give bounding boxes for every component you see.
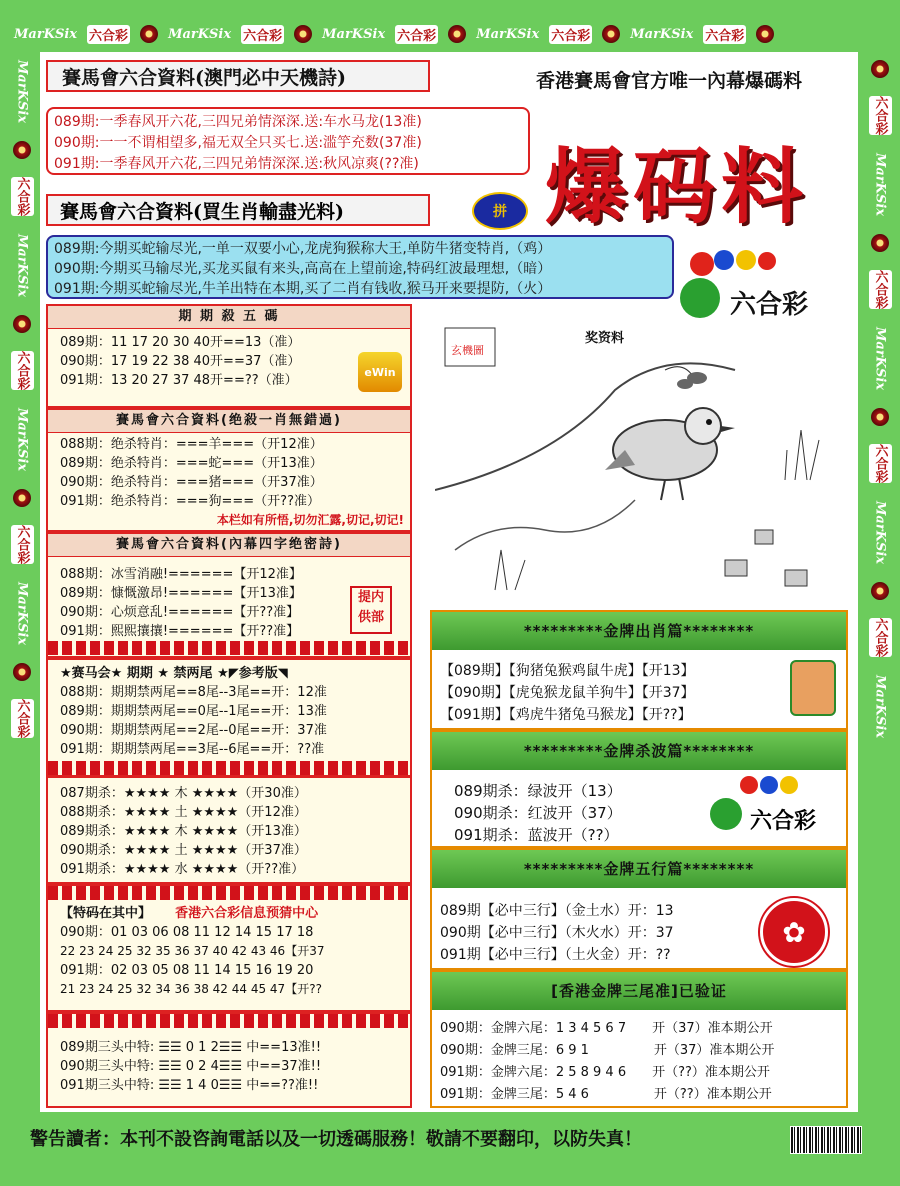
marksix-label: MarKSix bbox=[872, 327, 888, 391]
decor-strip bbox=[48, 761, 410, 775]
blue-ball-icon bbox=[760, 776, 778, 794]
flower-icon bbox=[871, 582, 889, 600]
marksix-label: MarKSix bbox=[322, 26, 386, 42]
hk-emblem-icon: ✿ bbox=[760, 898, 828, 966]
marksix-label: MarKSix bbox=[14, 60, 30, 124]
lhc-logo-text: 六合彩 bbox=[730, 290, 809, 320]
element-row: 087期杀：★★★★ 木 ★★★★（开30准） bbox=[60, 786, 307, 801]
barcode bbox=[790, 1126, 862, 1154]
gold-zodiac-row: 【091期】【鸡虎牛猪兔马猴龙】【开??】 bbox=[440, 707, 692, 723]
four-word-row: 088期：冰雪消融!======【开12准】 bbox=[60, 567, 302, 582]
lhc-label: 六合彩 bbox=[549, 25, 592, 44]
marksix-label: MarKSix bbox=[14, 26, 78, 42]
four-word-row: 089期：慷慨激昂!======【开13准】 bbox=[60, 586, 302, 601]
gold-zodiac-row: 【089期】【狗猪兔猴鸡鼠牛虎】【开13】 bbox=[440, 663, 695, 679]
gold-wave-row: 091期杀：蓝波开（??） bbox=[454, 826, 619, 844]
blue-ball-icon bbox=[714, 250, 734, 270]
three-head-row: 089期三头中特: ☰☰ 0 1 2☰☰ 中==13准!! bbox=[60, 1040, 322, 1055]
decor-strip bbox=[48, 1014, 410, 1028]
four-word-row: 090期：心烦意乱!======【开??准】 bbox=[60, 605, 300, 620]
yellow-ball-icon bbox=[736, 250, 756, 270]
tail-row: 090期：期期禁两尾==2尾--0尾==开：37准 bbox=[60, 723, 327, 738]
flower-icon bbox=[756, 25, 774, 43]
lhc-label: 六合彩 bbox=[703, 25, 746, 44]
big-title: 爆码料 bbox=[545, 139, 810, 235]
gold-wave-panel bbox=[430, 730, 848, 848]
left-border bbox=[8, 60, 36, 1140]
three-head-row: 091期三头中特: ☰☰ 1 4 0☰☰ 中==??准!! bbox=[60, 1078, 319, 1093]
four-word-row: 091期：熙熙攘攘!======【开??准】 bbox=[60, 624, 300, 639]
marksix-label: MarKSix bbox=[630, 26, 694, 42]
four-word-title: 賽馬會六合資料(內幕四字绝密詩) bbox=[48, 534, 410, 557]
title-zodiac: 賽馬會六合資料(買生肖輸盡光料) bbox=[46, 194, 430, 226]
kill-zodiac-row: 091期：绝杀特肖：===狗===（开??准） bbox=[60, 494, 320, 509]
illus-label: 奖资料 bbox=[585, 331, 625, 346]
lhc-label: 六合彩 bbox=[395, 25, 438, 44]
top-border bbox=[0, 20, 900, 48]
kill-zodiac-panel bbox=[46, 408, 412, 532]
gold-zodiac-title: *********金牌出肖篇******** bbox=[432, 612, 846, 650]
kill-zodiac-note: 本栏如有所悟,切勿汇露,切记,切记! bbox=[216, 513, 404, 527]
kill-zodiac-row: 089期：绝杀特肖：===蛇===（开13准） bbox=[60, 456, 323, 471]
gold-tail-panel bbox=[430, 970, 848, 1108]
lhc-label: 六合彩 bbox=[869, 444, 892, 483]
flower-icon bbox=[13, 141, 31, 159]
green-ball-icon bbox=[680, 278, 720, 318]
element-row: 088期杀：★★★★ 土 ★★★★（开12准） bbox=[60, 805, 307, 820]
flower-icon bbox=[13, 489, 31, 507]
jockey-logo-icon: 拼 bbox=[472, 192, 528, 230]
kill-five-title: 期 期 殺 五 碼 bbox=[48, 306, 410, 329]
element-row: 089期杀：★★★★ 木 ★★★★（开13准） bbox=[60, 824, 307, 839]
kill-five-row: 090期：17 19 22 38 40开==37（准） bbox=[60, 354, 301, 369]
lhc-label: 六合彩 bbox=[11, 177, 34, 216]
gold-wave-row: 089期杀：绿波开（13） bbox=[454, 782, 622, 800]
marksix-label: MarKSix bbox=[872, 153, 888, 217]
gold-tail-row: 091期：金牌三尾：5 4 6 开（??）准本期公开 bbox=[440, 1087, 772, 1102]
kill-five-row: 089期：11 17 20 30 40开==13（准） bbox=[60, 335, 301, 350]
special-row: 091期：02 03 05 08 11 14 15 16 19 20 bbox=[60, 963, 314, 978]
poem-line: 089期:一季春风开六花,三四兄弟情深深.送:车水马龙(13准) bbox=[54, 114, 422, 130]
bird-sketch bbox=[435, 320, 853, 638]
decor-strip bbox=[48, 641, 410, 655]
kill-zodiac-row: 090期：绝杀特肖：===猪===（开37准） bbox=[60, 475, 323, 490]
green-ball-icon bbox=[710, 798, 742, 830]
gold-tail-row: 090期：金牌六尾：1 3 4 5 6 7 开（37）准本期公开 bbox=[440, 1021, 773, 1036]
gold-tail-row: 090期：金牌三尾：6 9 1 开（37）准本期公开 bbox=[440, 1043, 775, 1058]
poem-line: 090期:一一不谓相望多,福无双全只买七.送:滥竽充数(37准) bbox=[54, 135, 422, 151]
lhc-label: 六合彩 bbox=[869, 618, 892, 657]
flower-icon bbox=[871, 234, 889, 252]
element-row: 091期杀：★★★★ 水 ★★★★（开??准） bbox=[60, 862, 305, 877]
title-macau-poem: 賽馬會六合資料(澳門必中天機詩) bbox=[46, 60, 430, 92]
flower-icon bbox=[871, 408, 889, 426]
kill-zodiac-title: 賽馬會六合資料(绝殺一肖無錯過) bbox=[48, 410, 410, 433]
lhc-label: 六合彩 bbox=[11, 699, 34, 738]
lhc-logo-small bbox=[710, 776, 840, 844]
riddle-illustration bbox=[435, 320, 853, 638]
red-ball-icon bbox=[740, 776, 758, 794]
lhc-label: 六合彩 bbox=[241, 25, 284, 44]
flower-icon bbox=[140, 25, 158, 43]
special-row: 21 23 24 25 32 34 36 38 42 44 45 47【开?? bbox=[60, 982, 322, 996]
marksix-label: MarKSix bbox=[168, 26, 232, 42]
footer-warning: 警告讀者：本刊不設咨詢電話以及一切透碼服務！敬請不要翻印，以防失真！ bbox=[30, 1129, 642, 1150]
marksix-label: MarKSix bbox=[872, 675, 888, 739]
special-title-left: 【特码在其中】 bbox=[60, 906, 152, 921]
marksix-label: MarKSix bbox=[872, 501, 888, 565]
gold-five-row: 089期【必中三行】（金土水）开：13 bbox=[440, 903, 674, 919]
gold-five-row: 090期【必中三行】（木火水）开：37 bbox=[440, 925, 674, 941]
lhc-label: 六合彩 bbox=[869, 270, 892, 309]
flower-icon bbox=[448, 25, 466, 43]
tail-header: ★赛马会★ 期期 ★ 禁两尾 ★◤参考版◥ bbox=[60, 666, 288, 681]
tail-row: 089期：期期禁两尾==0尾--1尾==开：13准 bbox=[60, 704, 327, 719]
marksix-label: MarKSix bbox=[476, 26, 540, 42]
lhc-label: 六合彩 bbox=[869, 96, 892, 135]
lhc-label: 六合彩 bbox=[87, 25, 130, 44]
special-title-right: 香港六合彩信息预猜中心 bbox=[175, 906, 319, 921]
lhc-logo bbox=[680, 250, 852, 324]
lhc-label: 六合彩 bbox=[11, 525, 34, 564]
flower-icon bbox=[13, 315, 31, 333]
inside-stamp: 提内供部 bbox=[350, 586, 392, 634]
marksix-label: MarKSix bbox=[14, 408, 30, 472]
yellow-ball-icon bbox=[780, 776, 798, 794]
red-ball-icon bbox=[690, 252, 714, 276]
three-head-panel bbox=[46, 1012, 412, 1108]
lhc-logo-text: 六合彩 bbox=[750, 808, 817, 834]
element-panel bbox=[46, 776, 412, 884]
right-border bbox=[866, 60, 894, 1140]
flower-icon bbox=[602, 25, 620, 43]
tail-row: 088期：期期禁两尾==8尾--3尾==开：12准 bbox=[60, 685, 327, 700]
gold-zodiac-row: 【090期】【虎兔猴龙鼠羊狗牛】【开37】 bbox=[440, 685, 695, 701]
marksix-label: MarKSix bbox=[14, 234, 30, 298]
ewin-logo-icon: eWin bbox=[358, 352, 402, 392]
kill-zodiac-row: 088期：绝杀特肖：===羊===（开12准） bbox=[60, 437, 323, 452]
gold-five-panel bbox=[430, 848, 848, 970]
zodiac-line: 091期:今期买蛇输尽光,牛羊出特在本期,买了二肖有钱收,猴马开来要提防,（火） bbox=[54, 281, 552, 297]
poem-box bbox=[46, 107, 530, 175]
kill-five-row: 091期：13 20 27 37 48开==??（准） bbox=[60, 373, 298, 388]
three-head-row: 090期三头中特: ☰☰ 0 2 4☰☰ 中==37准!! bbox=[60, 1059, 322, 1074]
illus-caption: 玄機圖 bbox=[451, 344, 484, 357]
tail-panel bbox=[46, 658, 412, 776]
zodiac-line: 090期:今期买马输尽光,买龙买鼠有来头,高高在上望前途,特码红波最理想,（暗） bbox=[54, 261, 552, 277]
special-row: 22 23 24 25 32 35 36 37 40 42 43 46【开37 bbox=[60, 944, 325, 958]
money-fist-icon bbox=[790, 660, 836, 716]
tail-row: 091期：期期禁两尾==3尾--6尾==开：??准 bbox=[60, 742, 325, 757]
gold-tail-row: 091期：金牌六尾：2 5 8 9 4 6 开（??）准本期公开 bbox=[440, 1065, 770, 1080]
gold-wave-row: 090期杀：红波开（37） bbox=[454, 804, 622, 822]
gold-wave-title: *********金牌杀波篇******** bbox=[432, 732, 846, 770]
flower-icon bbox=[871, 60, 889, 78]
gold-five-title: *********金牌五行篇******** bbox=[432, 850, 846, 888]
flower-icon bbox=[13, 663, 31, 681]
decor-strip bbox=[48, 886, 410, 900]
zodiac-line: 089期:今期买蛇输尽光,一单一双要小心,龙虎狗猴称大王,单防牛猪变特肖,（鸡） bbox=[54, 241, 552, 257]
special-header bbox=[48, 904, 410, 923]
special-row: 090期：01 03 06 08 11 12 14 15 17 18 bbox=[60, 925, 314, 940]
lhc-label: 六合彩 bbox=[11, 351, 34, 390]
special-panel bbox=[46, 884, 412, 1012]
red-ball-icon bbox=[758, 252, 776, 270]
marksix-label: MarKSix bbox=[14, 582, 30, 646]
flower-icon bbox=[294, 25, 312, 43]
main-content bbox=[40, 52, 858, 1112]
gold-zodiac-panel bbox=[430, 610, 848, 730]
gold-five-row: 091期【必中三行】（土火金）开：?? bbox=[440, 947, 671, 963]
element-row: 090期杀：★★★★ 土 ★★★★（开37准） bbox=[60, 843, 307, 858]
title-official: 香港賽馬會官方唯一內幕爆碼料 bbox=[536, 70, 803, 92]
poem-line: 091期:一季春风开六花,三四兄弟情深深.送:秋风凉爽(??准) bbox=[54, 156, 419, 172]
gold-tail-title: [香港金牌三尾准]已验证 bbox=[432, 972, 846, 1010]
zodiac-box bbox=[46, 235, 674, 299]
